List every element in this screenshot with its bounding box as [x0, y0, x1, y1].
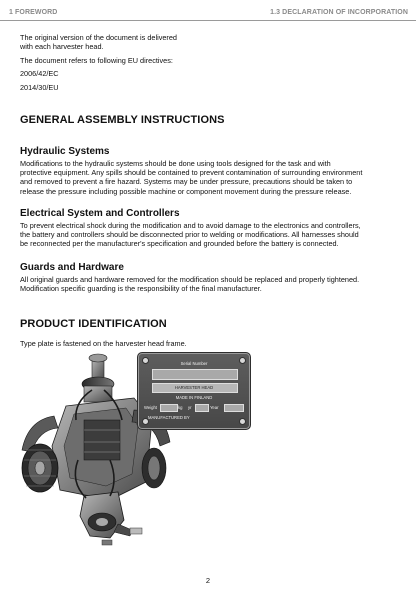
hydraulic-heading: Hydraulic Systems: [20, 146, 110, 157]
intro-block: [20, 33, 320, 96]
page-number: 2: [205, 576, 211, 585]
plate-made-in: MADE IN FINLAND: [175, 395, 213, 400]
header-section: 1.3 DECLARATION OF INCORPORATION: [270, 9, 408, 16]
saw-unit: [80, 492, 132, 538]
plate-weight-label: Weight: [144, 405, 157, 410]
plate-serial-label: Serial Number: [180, 361, 208, 366]
hydraulic-text: Modifications to the hydraulic systems should be done using tools designed for the task and with protective equipment. Any spills should be contained to prevent contamination of surrounding environment and removed to prevent a fire hazard. Systems may be under pressure, precautions should be taken to release the pressure including possible machine or component movement during the pressure release.: [20, 159, 363, 196]
electrical-text: To prevent electrical shock during the modification and to avoid damage to the electronics and controllers, the battery and controllers should be disconnected prior to welding or modifications. All harnesses should be reconnected per the manufacturer's specification and grounded before the battery is connected.: [20, 221, 361, 249]
type-plate: [137, 352, 251, 430]
electrical-heading: Electrical System and Controllers: [20, 208, 180, 219]
intro-line-2: with each harvester head.: [20, 42, 104, 51]
plate-yr-field: [195, 404, 209, 412]
intro-line-1: The original version of the document is delivered: [20, 33, 177, 42]
plate-year-field: [224, 404, 244, 412]
plate-manufactured-by: MANUFACTURED BY: [148, 415, 190, 420]
guards-text: All original guards and hardware removed for the modification should be replaced and properly tightened. Modification specific guarding is the responsibility of the final manufacturer.: [20, 275, 360, 294]
feed-roller-right: [142, 448, 166, 488]
feed-roller-left: [22, 444, 58, 492]
intro-text: [20, 33, 320, 51]
plate-year-label: Year: [210, 405, 219, 410]
page-header: [0, 0, 416, 21]
plate-serial-field: [152, 369, 238, 380]
type-plate-text: Type plate is fastened on the harvester head frame.: [20, 339, 187, 348]
bolt-icon: [239, 418, 246, 425]
plate-model-label: HARVESTER HEAD: [174, 384, 214, 390]
plate-weight-field: [160, 404, 178, 412]
general-assembly-heading: GENERAL ASSEMBLY INSTRUCTIONS: [20, 114, 225, 126]
plate-yr-label: yr: [188, 405, 192, 410]
directive-1: 2006/42/EC: [20, 69, 59, 78]
directive-2: 2014/30/EU: [20, 82, 59, 92]
intro-directives-label: The document refers to following EU directives:: [20, 55, 173, 65]
guards-heading: Guards and Hardware: [20, 262, 124, 273]
plate-kg-label: kg: [178, 405, 183, 410]
product-identification-heading: PRODUCT IDENTIFICATION: [20, 318, 167, 330]
header-chapter: 1 FOREWORD: [9, 9, 58, 16]
